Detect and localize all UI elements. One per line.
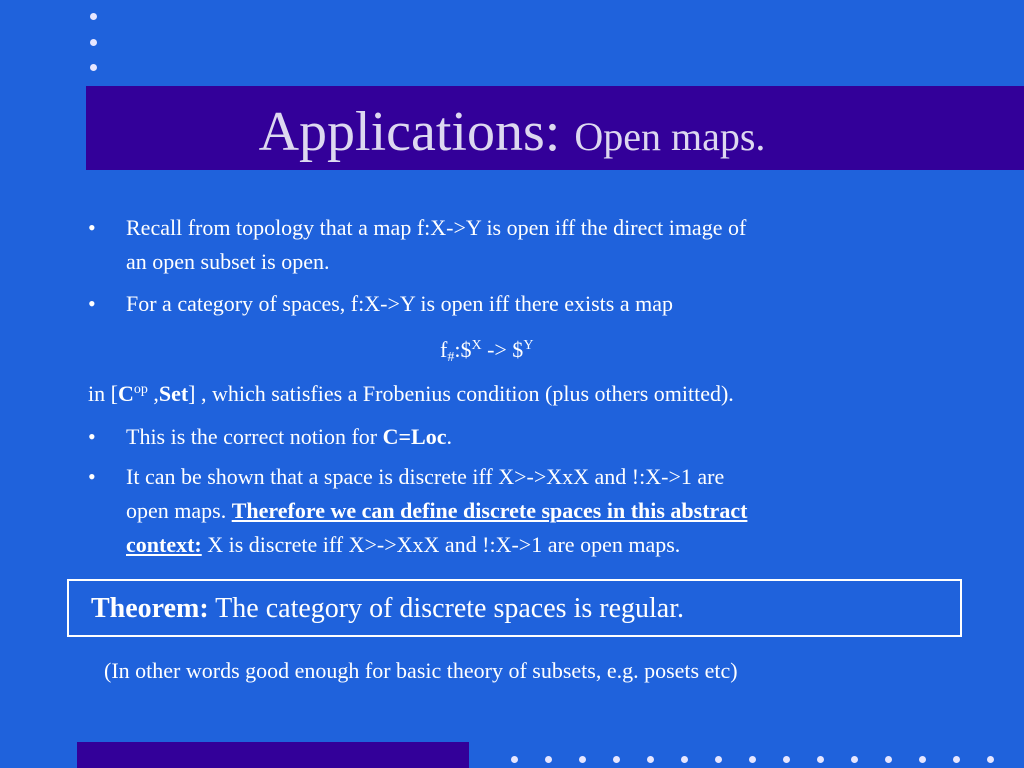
bullet-mark: • (88, 215, 96, 240)
decor-dot (681, 756, 688, 763)
bullet-text: For a category of spaces, f:X->Y is open iff there exists a map (126, 291, 673, 316)
decor-dot (987, 756, 994, 763)
decor-dot (749, 756, 756, 763)
decor-dot (851, 756, 858, 763)
bullet-mark: • (88, 291, 96, 316)
decor-dot (783, 756, 790, 763)
decor-dot (90, 39, 97, 46)
bullet-text: It can be shown that a space is discrete iff X>->XxX and !:X->1 are (126, 464, 725, 489)
frobenius-line: in [$C^{op}$ ,Set] , which satisfies a Frobenius condition (plus others omitted). (88, 381, 734, 406)
theorem-text: The category of discrete spaces is regular. (208, 593, 684, 624)
decor-dot (715, 756, 722, 763)
footnote: (In other words good enough for basic theory of subsets, e.g. posets etc) (104, 658, 738, 683)
footer-band (77, 742, 469, 768)
title-sub: Open maps. (574, 114, 766, 159)
slide-title (0, 100, 1024, 164)
decor-dot (511, 756, 518, 763)
decor-dot (579, 756, 586, 763)
c-loc: C=Loc (382, 424, 447, 449)
theorem-label: Theorem: (91, 593, 209, 624)
bullet-mark: • (88, 464, 96, 489)
decor-dot (90, 13, 97, 20)
decor-dot (647, 756, 654, 763)
decor-dot (817, 756, 824, 763)
emphasis-text: Therefore we can define discrete spaces in this abstract (231, 498, 748, 523)
bullet-text: Recall from topology that a map f:X->Y is open iff the direct image of (126, 215, 747, 240)
decor-dot (885, 756, 892, 763)
formula: $f_{\#}:\$^X$ -> \$$^Y$ (440, 337, 534, 365)
decor-dot (545, 756, 552, 763)
theorem-box (67, 579, 962, 637)
bullet-text: This is the correct notion for (126, 424, 383, 449)
decor-dot (90, 64, 97, 71)
emphasis-text: context: (126, 532, 202, 557)
decor-dot (953, 756, 960, 763)
bullet-mark: • (88, 424, 96, 449)
title-main: Applications: (258, 101, 575, 163)
bullet-text: an open subset is open. (126, 249, 330, 274)
decor-dot (919, 756, 926, 763)
decor-dot (613, 756, 620, 763)
